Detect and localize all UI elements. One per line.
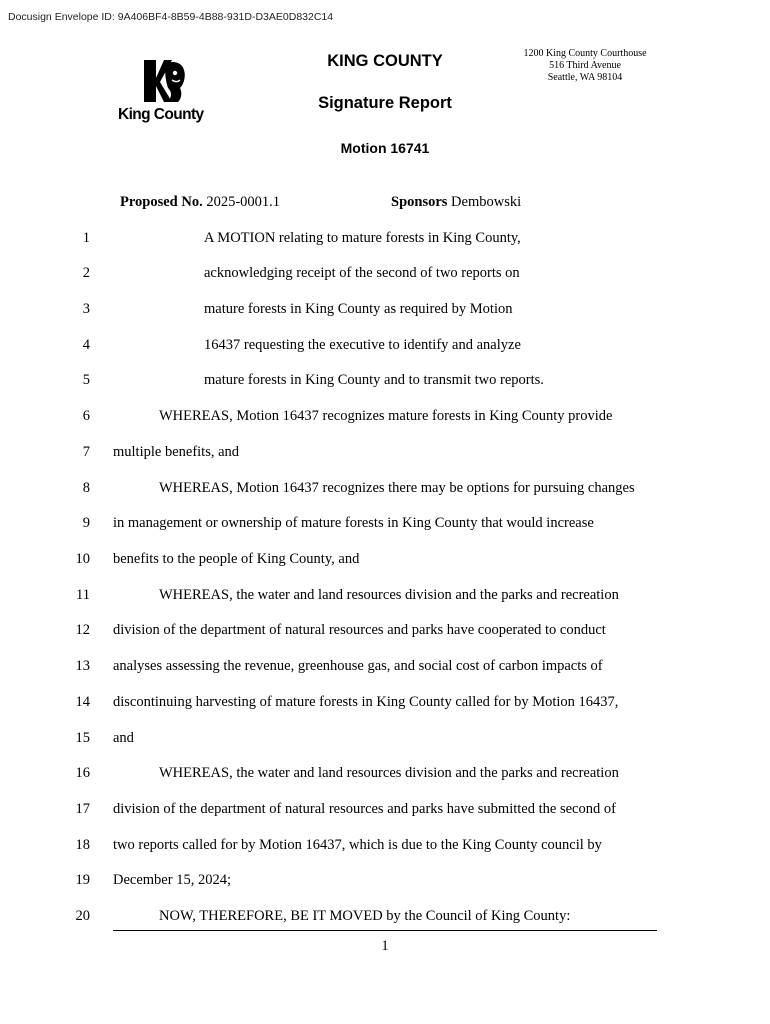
line-text: WHEREAS, the water and land resources division and the parks and recreation: [159, 765, 619, 781]
document-line: [0, 870, 770, 890]
line-number: 6: [82, 408, 90, 424]
document-line: [0, 263, 770, 283]
document-line: [0, 406, 770, 426]
proposed-label: Proposed No.: [120, 194, 203, 210]
line-number: 3: [82, 301, 90, 317]
line-text: two reports called for by Motion 16437, which is due to the King County council by: [113, 837, 602, 853]
docusign-envelope-id: Docusign Envelope ID: 9A406BF4-8B59-4B88-931D-D3AE0D832C14: [8, 11, 334, 23]
king-county-logo-icon: [142, 58, 186, 104]
document-line: [0, 228, 770, 248]
line-text: analyses assessing the revenue, greenhouse gas, and social cost of carbon impacts of: [113, 658, 603, 674]
sponsors-value: Dembowski: [451, 194, 522, 210]
line-text: WHEREAS, the water and land resources division and the parks and recreation: [159, 587, 619, 603]
logo-text: King County: [118, 106, 204, 123]
line-number: 7: [82, 444, 90, 460]
document-line: [0, 478, 770, 498]
line-text: NOW, THEREFORE, BE IT MOVED by the Council of King County:: [159, 908, 571, 924]
document-line: [0, 335, 770, 355]
document-line: [0, 549, 770, 569]
line-text: multiple benefits, and: [113, 444, 240, 460]
document-line: [0, 835, 770, 855]
document-line: [0, 299, 770, 319]
line-number: 11: [76, 587, 90, 603]
line-text: mature forests in King County as required by Motion: [204, 301, 513, 317]
document-line: [0, 906, 770, 926]
document-line: [0, 763, 770, 783]
line-text: acknowledging receipt of the second of two reports on: [204, 265, 520, 281]
line-number: 5: [82, 372, 90, 388]
page-number: 1: [381, 938, 389, 954]
document-line: [0, 620, 770, 640]
line-number: 4: [82, 337, 90, 353]
line-text: division of the department of natural resources and parks have submitted the second of: [113, 801, 616, 817]
address-line-3: Seattle, WA 98104: [547, 72, 623, 83]
document-line: [0, 370, 770, 390]
line-text: WHEREAS, Motion 16437 recognizes there may be options for pursuing changes: [159, 480, 635, 496]
address-line-1: 1200 King County Courthouse: [523, 48, 647, 59]
line-number: 2: [82, 265, 90, 281]
proposed-value: 2025-0001.1: [206, 194, 281, 210]
proposed-number: [120, 194, 280, 211]
line-text: 16437 requesting the executive to identify and analyze: [204, 337, 521, 353]
document-line: [0, 692, 770, 712]
king-county-logo: [118, 58, 214, 130]
line-text: division of the department of natural resources and parks have cooperated to conduct: [113, 622, 606, 638]
line-number: 1: [82, 230, 90, 246]
report-title: Signature Report: [318, 94, 452, 112]
line-number: 8: [82, 480, 90, 496]
line-text: A MOTION relating to mature forests in King County,: [204, 230, 521, 246]
line-number: 18: [75, 837, 90, 853]
footer-rule: [113, 930, 657, 931]
document-line: [0, 799, 770, 819]
county-title: KING COUNTY: [327, 52, 443, 70]
address-block: [505, 48, 665, 84]
line-number: 16: [75, 765, 90, 781]
line-number: 15: [75, 730, 90, 746]
line-number: 13: [75, 658, 90, 674]
line-text: December 15, 2024;: [113, 872, 231, 888]
line-number: 20: [75, 908, 90, 924]
line-number: 9: [82, 515, 90, 531]
line-text: benefits to the people of King County, and: [113, 551, 360, 567]
motion-title: Motion 16741: [340, 140, 430, 156]
sponsors-label: Sponsors: [391, 194, 448, 210]
line-number: 12: [75, 622, 90, 638]
sponsors: [391, 194, 521, 211]
document-line: [0, 442, 770, 462]
line-number: 19: [75, 872, 90, 888]
line-number: 14: [75, 694, 90, 710]
line-text: and: [113, 730, 134, 746]
line-text: discontinuing harvesting of mature forests in King County called for by Motion 16437,: [113, 694, 619, 710]
line-text: WHEREAS, Motion 16437 recognizes mature forests in King County provide: [159, 408, 613, 424]
document-line: [0, 656, 770, 676]
line-number: 17: [75, 801, 90, 817]
line-text: in management or ownership of mature forests in King County that would increase: [113, 515, 594, 531]
address-line-2: 516 Third Avenue: [549, 60, 621, 71]
line-text: mature forests in King County and to transmit two reports.: [204, 372, 544, 388]
line-number: 10: [75, 551, 90, 567]
document-line: [0, 728, 770, 748]
document-line: [0, 513, 770, 533]
document-line: [0, 585, 770, 605]
